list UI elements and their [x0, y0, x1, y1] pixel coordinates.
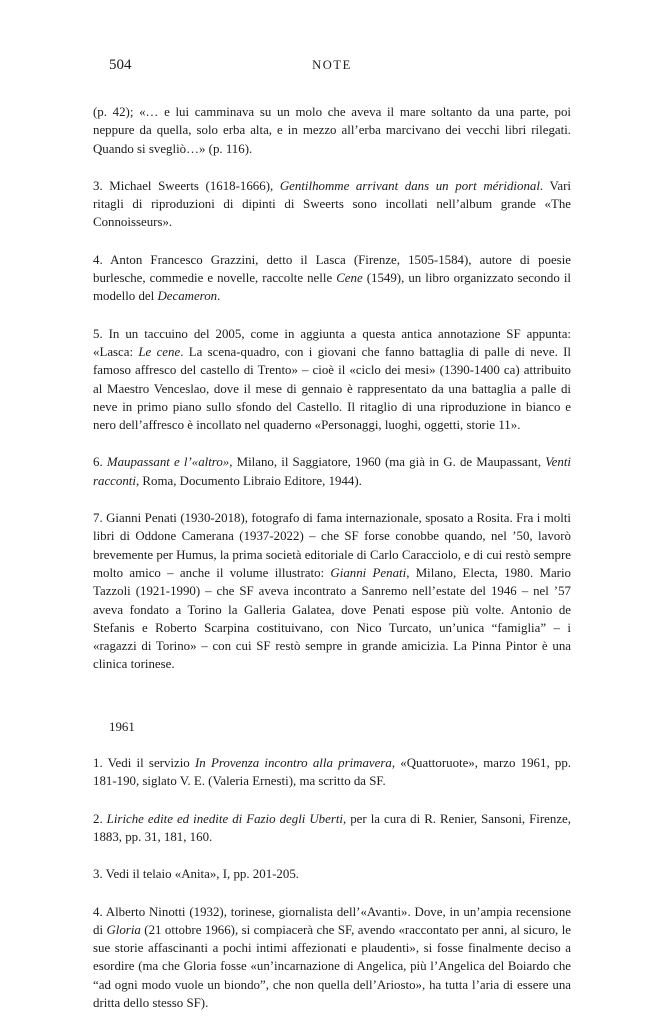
note-text: (21 ottobre 1966), si compiacerà che SF, avendo «raccontato per anni, al sicuro, le sue storie affascinanti a pochi intimi affezionati e plaudenti», si fosse finalmente deciso a esordire (ma che Gloria fosse «un’incarnazione di Angelica, più l’Angelica del Boiardo che “ad ogni modo vuole un biondo”, che non quella dell’Ariosto», ha tutta l’aria di essere una dritta dello stesso SF). — [93, 922, 571, 1010]
note-text: , Roma, Documento Libraio Editore, 1944). — [135, 473, 362, 488]
note-paragraph — [93, 509, 571, 674]
italic-title-text: Liriche edite ed inedite di Fazio degli Uberti — [106, 811, 344, 826]
note-paragraph — [93, 325, 571, 435]
page-header — [93, 57, 571, 77]
note-text: 6. — [93, 455, 107, 470]
notes-body — [93, 103, 571, 1031]
note-text: , per la cura di R. Renier, Sansoni, Firenze, 1883, pp. 31, 181, 160. — [93, 811, 571, 844]
note-text: 2. — [93, 811, 107, 826]
note-text: . — [217, 289, 221, 304]
note-paragraph — [93, 251, 571, 306]
notes-section-previous-year — [93, 103, 571, 674]
note-text: . Vari ritagli di riproduzioni di dipinti di Sweerts sono incollati nell’album grande «The Connoisseurs». — [93, 178, 571, 230]
note-text: , «Quattoruote», marzo 1961, pp. 181-190, siglato V. E. (Valeria Ernesti), ma scritto da SF. — [93, 756, 572, 789]
notes-section-1961 — [93, 754, 571, 1012]
italic-title-text: Venti racconti — [93, 455, 571, 488]
note-paragraph — [93, 865, 571, 883]
running-head: NOTE — [312, 58, 352, 72]
note-paragraph — [93, 810, 571, 847]
italic-title-text: Maupassant e l’«altro» — [106, 455, 230, 470]
italic-title-text: Cene — [336, 271, 363, 286]
note-text: . La scena-quadro, con i giovani che fanno battaglia di palle di neve. Il famoso affresco del castello di Trento» – cioè il «ciclo dei mesi» (1390-1400 ca) attribuito al Maestro Venceslao, dove il mese di gennaio è rappresentato da una battaglia a palle di neve in primo piano sullo sfondo del Castello. Il ritaglio di una riproduzione in bianco e nero dell’affresco è incollato nel quaderno «Personaggi, luoghi, oggetti, storie 11». — [93, 344, 571, 433]
italic-title-text: Gianni Penati — [330, 565, 407, 580]
note-text: 3. Michael Sweerts (1618-1666), — [93, 178, 280, 193]
note-text: 4. Alberto Ninotti (1932), torinese, giornalista dell’«Avanti». Dove, in un’ampia recensione di — [93, 904, 571, 937]
italic-title-text: Gentilhomme arrivant dans un port méridional — [279, 178, 540, 193]
note-paragraph — [93, 453, 571, 490]
note-text: (1549), un libro organizzato secondo il modello del — [93, 271, 571, 304]
note-text: , Milano, Electa, 1980. Mario Tazzoli (1921-1990) – che SF aveva incontrato a Sanremo nell’estate del 1946 – nel ’57 aveva fondato a Torino la Galleria Galatea, dove Penati espose più volte. Antonio de Stefanis e Roberto Scarpina costituivano, con Nico Turcato, un’unica “famiglia” – i «ragazzi di Torino» – con cui SF restò sempre in grande amicizia. La Pinna Pintor è una clinica torinese. — [93, 565, 571, 672]
note-text: 4. Anton Francesco Grazzini, detto il Lasca (Firenze, 1505-1584), autore di poesie burlesche, commedie e novelle, raccolte nelle — [93, 252, 571, 286]
page-number: 504 — [109, 57, 132, 73]
note-paragraph — [93, 103, 571, 158]
note-paragraph — [93, 177, 571, 232]
note-text: 1. Vedi il servizio — [93, 756, 195, 771]
note-text: 5. In un taccuino del 2005, come in aggiunta a questa antica annotazione SF appunta: «Lasca: — [93, 326, 571, 359]
note-paragraph — [93, 754, 571, 791]
italic-title-text: In Provenza incontro alla primavera — [194, 756, 392, 771]
year-heading: 1961 — [109, 719, 135, 734]
note-text: 7. Gianni Penati (1930-2018), fotografo di fama internazionale, sposato a Rosita. Fra i molti libri di Oddone Camerana (1937-2022) – che SF forse conobbe quando, nel ’50, lavorò brevemente per Humus, la prima società editoriale di Carlo Caracciolo, e di cui restò sempre molto amico – anche il volume illustrato: — [93, 511, 571, 580]
italic-title-text: Le cene — [138, 344, 181, 359]
note-text: (p. 42); «… e lui camminava su un molo che aveva il mare soltanto da una parte, poi neppure da quella, solo erba alta, e in mezzo all’erba marcivano dei vecchi libri rilegati. Quando si svegliò…» (p. 116). — [93, 105, 571, 156]
note-text: , Milano, il Saggiatore, 1960 (ma già in G. de Maupassant, — [229, 455, 546, 470]
note-paragraph — [93, 903, 571, 1013]
note-text: 3. Vedi il telaio «Anita», I, pp. 201-205. — [93, 867, 299, 882]
italic-title-text: Decameron — [157, 289, 218, 304]
italic-title-text: Gloria — [106, 922, 141, 937]
